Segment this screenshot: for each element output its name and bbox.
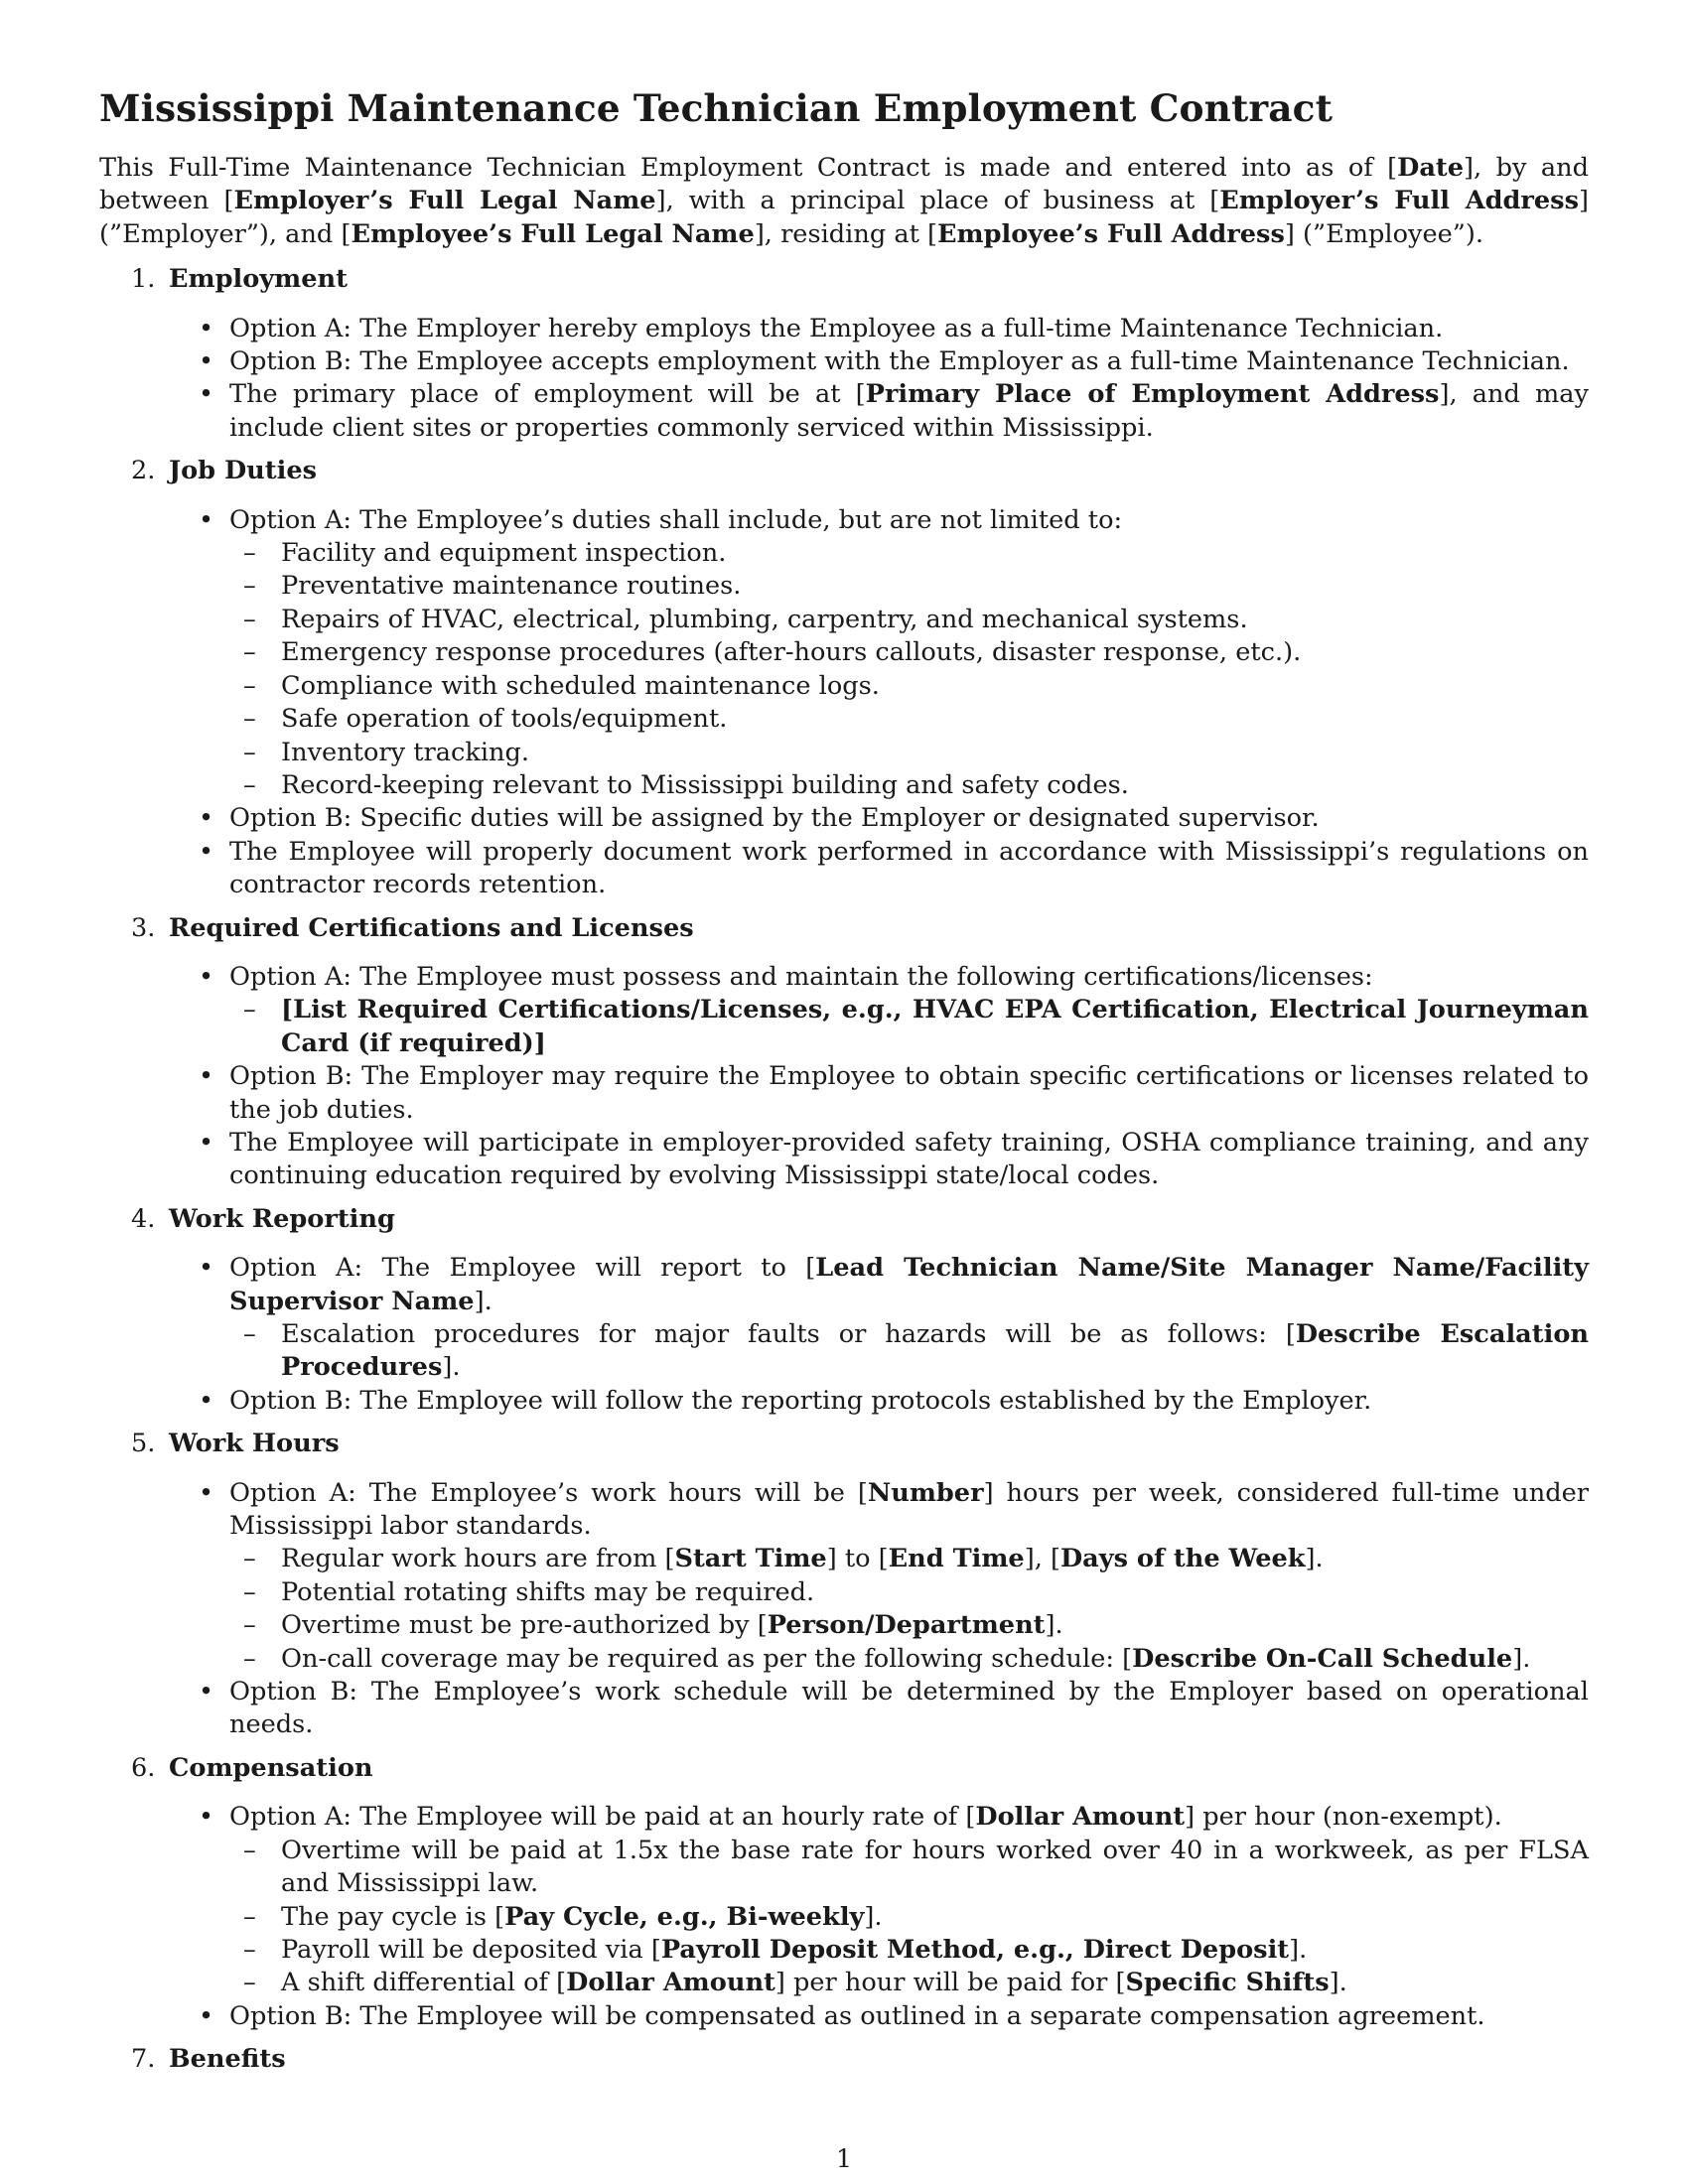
sub-item [229, 1643, 1589, 1676]
sub-text: ] per hour will be paid for [ [774, 1968, 1126, 1998]
bullet-text: Option B: The Employee’s work schedule will be determined by the Employer based on operational needs. [229, 1677, 1589, 1740]
bullet-text: Option A: The Employer hereby employs the Employee as a full-time Maintenance Technician. [229, 313, 1444, 343]
employer-address-placeholder: Employer’s Full Address [1219, 186, 1579, 216]
section-number: 6. [131, 1752, 156, 1783]
sub-item [229, 1967, 1589, 1999]
sub-list [229, 994, 1589, 1060]
sub-text: ]. [1045, 1610, 1063, 1641]
section-title: Employment [169, 264, 348, 295]
sub-item [229, 1934, 1589, 1967]
section-title: Job Duties [169, 456, 318, 486]
section-number: 4. [131, 1203, 156, 1234]
bullet-list [169, 313, 1589, 446]
section-employment [99, 263, 1589, 445]
placeholder-field: End Time [888, 1544, 1025, 1574]
section-work-reporting [99, 1203, 1589, 1418]
sub-item: – Inventory tracking. [229, 737, 1589, 769]
bullet-text: ] hours per week, considered full-time under Mississippi labor standards. [229, 1477, 1589, 1542]
sub-item: – Facility and equipment inspection. [229, 537, 1589, 570]
placeholder-field: Describe Escalation Procedures [281, 1319, 1589, 1383]
intro-text: This Full-Time Maintenance Technician Employment Contract is made and entered into as of [ [99, 153, 1398, 183]
bullet-text: Option B: The Employee will be compensated as outlined in a separate compensation agreement. [229, 2000, 1485, 2031]
bullet-item [99, 802, 1589, 835]
bullet-text: ], and may include client sites or properties commonly serviced within Mississippi. [229, 379, 1589, 443]
bullet-item [99, 378, 1589, 445]
sub-item: – Record-keeping relevant to Mississippi building and safety codes. [229, 769, 1589, 802]
section-job-duties [99, 455, 1589, 901]
sub-text: ]. [1329, 1968, 1347, 1998]
placeholder-field: Start Time [674, 1544, 827, 1574]
bullet-item [99, 961, 1589, 1060]
bullet-item [99, 1385, 1589, 1418]
sub-item: – Repairs of HVAC, electrical, plumbing, carpentry, and mechanical systems. [229, 604, 1589, 636]
document-title: Mississippi Maintenance Technician Employment Contract [99, 86, 1334, 130]
section-number: 1. [131, 264, 156, 295]
sub-item [229, 1318, 1589, 1385]
intro-text: ], by and between [ [99, 153, 1589, 216]
page-number: 1 [835, 2144, 853, 2174]
bullet-text: Option A: The Employee must possess and maintain the following certifications/licenses: [229, 961, 1373, 992]
sub-item: – Emergency response procedures (after-hours callouts, disaster response, etc.). [229, 636, 1589, 669]
section-benefits [99, 2043, 1589, 2076]
bullet-text: Option B: The Employee will follow the reporting protocols established by the Employer. [229, 1385, 1372, 1416]
sub-text: ] to [ [826, 1544, 889, 1574]
sub-item [229, 1901, 1589, 1934]
sub-text: Payroll will be deposited via [ [281, 1934, 661, 1965]
bullet-text: Option A: The Employee’s work hours will be [ [229, 1477, 868, 1508]
sub-text: A shift differential of [ [281, 1968, 567, 1998]
bullet-text: Option B: The Employee accepts employment with the Employer as a full-time Maintenance Technician. [229, 346, 1570, 377]
sub-text: ], [ [1024, 1544, 1060, 1574]
sub-item: – Overtime will be paid at 1.5x the base rate for hours worked over 40 in a workweek, as per FLSA and Mississippi law. [229, 1835, 1589, 1901]
sub-item: – Compliance with scheduled maintenance logs. [229, 670, 1589, 703]
section-title: Compensation [169, 1752, 373, 1783]
sub-text: ]. [1289, 1934, 1308, 1965]
bullet-list [169, 961, 1589, 1193]
placeholder-field: Specific Shifts [1125, 1968, 1330, 1998]
section-number: 5. [131, 1429, 156, 1459]
bullet-item [99, 1801, 1589, 1999]
placeholder-field: Number [867, 1477, 984, 1508]
intro-text: ], with a principal place of business at [ [655, 186, 1220, 216]
bullet-text: Option B: The Employer may require the Employee to obtain specific certifications or licenses related to the job duties. [229, 1061, 1589, 1125]
bullet-item [99, 504, 1589, 803]
bullet-item [99, 836, 1589, 902]
section-title: Benefits [169, 2044, 286, 2075]
bullet-text: The Employee will participate in employer-provided safety training, OSHA compliance training, and any continuing education required by evolving Mississippi state/local codes. [229, 1127, 1589, 1191]
bullet-item [99, 2000, 1589, 2033]
sub-text: ]. [1305, 1544, 1324, 1574]
bullet-list [169, 504, 1589, 902]
bullet-list [169, 1252, 1589, 1418]
sub-item [229, 1609, 1589, 1642]
bullet-item [99, 1060, 1589, 1127]
bullet-text: Option A: The Employee’s duties shall include, but are not limited to: [229, 504, 1123, 535]
employee-name-placeholder: Employee’s Full Legal Name [351, 218, 755, 249]
bullet-item [99, 1676, 1589, 1742]
placeholder-field: Dollar Amount [975, 1802, 1186, 1833]
placeholder-field: Primary Place of Employment Address [865, 379, 1440, 410]
sub-list [229, 1835, 1589, 2000]
placeholder-field: Lead Technician Name/Site Manager Name/Facility Supervisor Name [229, 1253, 1590, 1316]
bullet-text: The Employee will properly document work performed in accordance with Mississippi’s regulations on contractor records retention. [229, 836, 1589, 900]
bullet-text: Option A: The Employee will be paid at an hourly rate of [ [229, 1802, 976, 1833]
document-page [99, 85, 1589, 2093]
sub-text: Escalation procedures for major faults or hazards will be as follows: [ [281, 1319, 1296, 1349]
sub-text: ]. [864, 1901, 883, 1932]
sub-text: On-call coverage may be required as per the following schedule: [ [281, 1643, 1133, 1674]
section-number: 7. [131, 2044, 156, 2075]
section-work-hours [99, 1428, 1589, 1742]
bullet-text: ] per hour (non-exempt). [1185, 1802, 1502, 1833]
sections-list [99, 263, 1589, 2076]
bullet-list [169, 1477, 1589, 1742]
placeholder-field: Payroll Deposit Method, e.g., Direct Deposit [660, 1934, 1290, 1965]
sub-list [229, 1543, 1589, 1676]
intro-text: ] (”Employee”). [1284, 218, 1483, 249]
sub-item: – Preventative maintenance routines. [229, 570, 1589, 603]
section-title: Work Hours [169, 1429, 340, 1459]
placeholder-field: Days of the Week [1059, 1544, 1306, 1574]
sub-text: The pay cycle is [ [281, 1901, 505, 1932]
section-title: Required Certifications and Licenses [169, 912, 694, 943]
sub-list [229, 1318, 1589, 1385]
sub-text: ]. [1512, 1643, 1531, 1674]
sub-list [229, 537, 1589, 802]
bullet-text: The primary place of employment will be at [ [229, 379, 866, 410]
section-number: 3. [131, 912, 156, 943]
intro-text: ] (”Employer”), and [ [99, 186, 1589, 249]
sub-item: – Safe operation of tools/equipment. [229, 703, 1589, 736]
sub-item [229, 1543, 1589, 1575]
section-number: 2. [131, 456, 156, 486]
bullet-item [99, 1252, 1589, 1385]
placeholder-field: [List Required Certifications/Licenses, e.g., HVAC EPA Certification, Electrical Journeyman Card (if required)] [281, 995, 1589, 1058]
placeholder-field: Pay Cycle, e.g., Bi-weekly [504, 1901, 865, 1932]
bullet-text: ]. [474, 1286, 492, 1316]
employer-name-placeholder: Employer’s Full Legal Name [233, 186, 656, 216]
bullet-item [99, 313, 1589, 345]
employee-address-placeholder: Employee’s Full Address [937, 218, 1285, 249]
intro-text: ], residing at [ [754, 218, 938, 249]
sub-text: Overtime must be pre-authorized by [ [281, 1610, 768, 1641]
section-compensation [99, 1752, 1589, 2033]
bullet-list [169, 1801, 1589, 2033]
date-placeholder: Date [1397, 153, 1465, 183]
sub-item [229, 994, 1589, 1060]
section-title: Work Reporting [169, 1203, 395, 1234]
placeholder-field: Dollar Amount [566, 1968, 775, 1998]
bullet-item [99, 345, 1589, 378]
section-certifications [99, 912, 1589, 1193]
placeholder-field: Person/Department [767, 1610, 1046, 1641]
bullet-item [99, 1127, 1589, 1193]
placeholder-field: Describe On-Call Schedule [1132, 1643, 1513, 1674]
bullet-text: Option B: Specific duties will be assigned by the Employer or designated supervisor. [229, 803, 1320, 834]
bullet-item [99, 1477, 1589, 1676]
sub-item: – Potential rotating shifts may be required. [229, 1576, 1589, 1609]
bullet-text: Option A: The Employee will report to [ [229, 1253, 816, 1284]
intro-paragraph [99, 152, 1589, 251]
sub-text: Regular work hours are from [ [281, 1544, 675, 1574]
sub-text: ]. [442, 1352, 461, 1383]
